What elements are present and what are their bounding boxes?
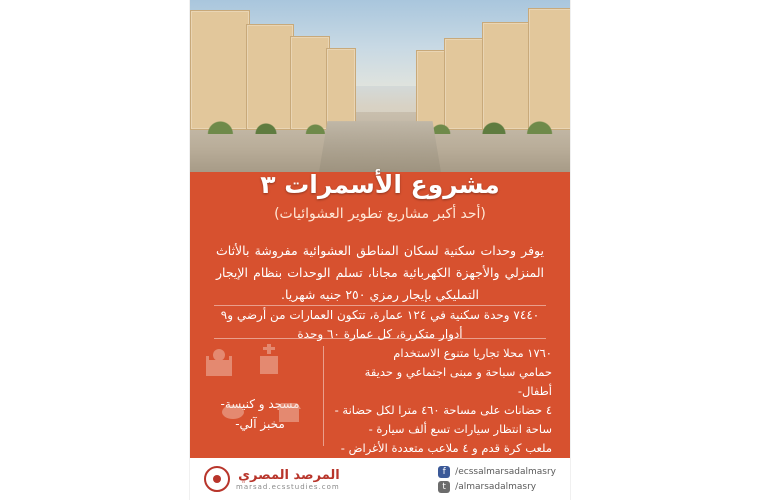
footer-bar [190,458,570,500]
list-item: مسجد و كنيسة- [220,397,300,411]
facilities-list [324,342,570,454]
infographic-card [190,0,570,500]
brand-mark-icon [204,466,230,492]
mosque-icon [204,346,234,384]
list-item: ١٧٦٠ محلا تجاريا متنوع الاستخدام [393,346,552,360]
page-title: مشروع الأسمرات ٣ [260,170,500,199]
facebook-handle: /ecssalmarsadalmasry [455,466,556,477]
facilities-section [190,342,570,454]
side-services-list [200,394,320,435]
facebook-icon: f [438,466,450,478]
twitter-link[interactable] [438,481,556,493]
shop-icon [276,400,302,430]
twitter-handle: /almarsadalmasry [455,481,537,492]
list-item: ساحة انتظار سيارات تسع ألف سيارة - [368,421,552,436]
brand-logo [204,466,340,492]
bakery-icon [220,398,246,428]
vertical-divider [323,346,324,446]
list-item: ٤ حضانات على مساحة ٤٦٠ مترا لكل حضانة - [334,402,552,417]
twitter-icon: t [438,481,450,493]
divider [214,338,546,339]
list-item: مخبز آلي- [235,417,285,432]
brand-name-en: marsad.ecsstudies.com [236,482,340,491]
brand-name-ar: المرصد المصري [238,467,340,483]
list-item: ملعب كرة قدم و ٤ ملاعب متعددة الأغراض - [340,440,552,455]
units-summary: ٧٤٤٠ وحدة سكنية في ١٢٤ عمارة، تتكون العمارات من أرضي و٩ أدوار متكررة، كل عمارة ٦٠ وحدة [220,308,540,342]
page-subtitle: (أحد أكبر مشاريع تطوير العشوائيات) [274,206,486,222]
title-block [190,160,570,222]
intro-paragraph: يوفر وحدات سكنية لسكان المناطق العشوائية مفروشة بالأثاث المنزلي والأجهزة الكهربائية مجانا، تسلم الوحدات بنظام الإيجار التمليكي بإيجار رمزي ٢٥٠ جنيه شهريا. [216,243,544,302]
services-column [190,342,324,454]
project-photo [190,0,570,172]
brand-text [236,468,340,491]
list-item: حمامي سباحة و مبنى اجتماعي و حديقة أطفال- [364,364,552,398]
facebook-link[interactable] [438,466,556,478]
social-links [438,466,556,493]
church-icon [254,344,284,382]
